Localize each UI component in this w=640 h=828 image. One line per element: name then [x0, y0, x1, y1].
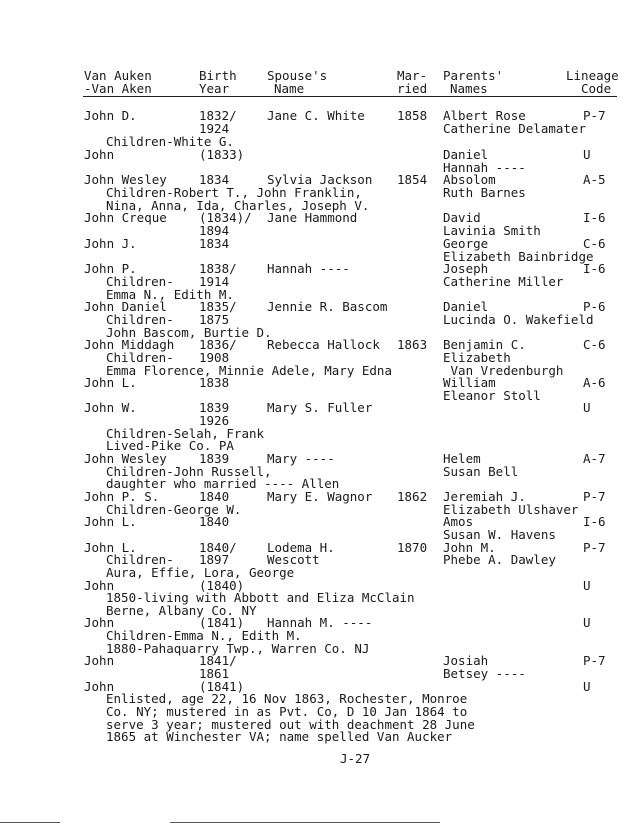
entry-birth-year: 1897: [199, 552, 230, 567]
entry-parents-names: Helem: [443, 451, 481, 466]
entry-lineage-code: U: [583, 615, 591, 630]
entry-note: 1880-Pahaquarry Twp., Warren Co. NJ: [106, 641, 370, 656]
entry-lineage-code: I-6: [583, 210, 606, 225]
entry-parents-names: Eleanor Stoll: [443, 388, 541, 403]
entry-birth-year: 1841/: [199, 653, 237, 668]
entry-parents-names: Catherine Delamater: [443, 121, 586, 136]
entry-married-year: 1854: [397, 172, 428, 187]
entry-name: John L.: [84, 514, 137, 529]
entry-parents-names: Lucinda O. Wakefield: [443, 312, 594, 327]
entry-spouse-name: Wescott: [267, 552, 320, 567]
entry-parents-names: Susan W. Havens: [443, 527, 556, 542]
entry-spouse-name: Jennie R. Bascom: [267, 299, 388, 314]
entry-note: serve 3 year; mustered out with deachment 28 June: [106, 717, 475, 732]
entry-parents-names: John M.: [443, 540, 496, 555]
entry-spouse-name: Mary ----: [267, 451, 335, 466]
header-parents-2: Names: [450, 81, 488, 96]
header-name-2: -Van Aken: [84, 81, 152, 96]
entry-note: Children-George W.: [106, 502, 242, 517]
entry-spouse-name: Lodema H.: [267, 540, 335, 555]
entry-children-label: Children-: [106, 552, 174, 567]
entry-birth-year: (1840): [199, 578, 245, 593]
entry-name: John: [84, 578, 115, 593]
header-birth-1: Birth: [199, 68, 237, 83]
entry-name: John Wesley: [84, 451, 167, 466]
entry-birth-year: 1914: [199, 274, 230, 289]
entry-lineage-code: I-6: [583, 261, 606, 276]
entry-note: 1850-living with Abbott and Eliza McClain: [106, 590, 415, 605]
entry-parents-names: Phebe A. Dawley: [443, 552, 556, 567]
entry-lineage-code: C-6: [583, 236, 606, 251]
entry-note: John Bascom, Burtie D.: [106, 325, 272, 340]
entry-name: John D.: [84, 108, 137, 123]
entry-name: John: [84, 653, 115, 668]
footer-rule-right: [170, 822, 440, 823]
entry-name: John L.: [84, 375, 137, 390]
entry-parents-names: Elizabeth Ulshaver: [443, 502, 579, 517]
entry-spouse-name: Jane Hammond: [267, 210, 358, 225]
header-birth-2: Year: [199, 81, 230, 96]
entry-birth-year: 1924: [199, 121, 230, 136]
entry-note: Children-John Russell,: [106, 464, 272, 479]
entry-parents-names: Elizabeth: [443, 350, 511, 365]
header-parents-1: Parents': [443, 68, 504, 83]
entry-birth-year: 1839: [199, 451, 230, 466]
entry-lineage-code: P-7: [583, 540, 606, 555]
entry-lineage-code: A-6: [583, 375, 606, 390]
entry-name: John L.: [84, 540, 137, 555]
entry-birth-year: 1840: [199, 489, 230, 504]
entry-birth-year: (1841): [199, 679, 245, 694]
header-rule: [83, 96, 617, 97]
entry-birth-year: 1834: [199, 172, 230, 187]
entry-birth-year: 1861: [199, 666, 230, 681]
entry-married-year: 1862: [397, 489, 428, 504]
entry-children-label: Children-: [106, 274, 174, 289]
entry-birth-year: (1833): [199, 147, 245, 162]
entry-children-label: Children-: [106, 350, 174, 365]
entry-parents-names: Elizabeth Bainbridge: [443, 249, 594, 264]
entry-birth-year: 1894: [199, 223, 230, 238]
entry-parents-names: Lavinia Smith: [443, 223, 541, 238]
entry-parents-names: Daniel: [443, 299, 489, 314]
entry-spouse-name: Jane C. White: [267, 108, 365, 123]
entry-birth-year: 1875: [199, 312, 230, 327]
entry-parents-names: Hannah ----: [443, 160, 526, 175]
entry-lineage-code: P-7: [583, 489, 606, 504]
entry-name: John P.: [84, 261, 137, 276]
entry-birth-year: 1926: [199, 413, 230, 428]
entry-note: Berne, Albany Co. NY: [106, 603, 257, 618]
entry-spouse-name: Sylvia Jackson: [267, 172, 373, 187]
entry-lineage-code: U: [583, 578, 591, 593]
entry-note: daughter who married ---- Allen: [106, 476, 340, 491]
entry-married-year: 1870: [397, 540, 428, 555]
entry-lineage-code: P-6: [583, 299, 606, 314]
entry-parents-names: Susan Bell: [443, 464, 519, 479]
header-married-2: ried: [397, 81, 428, 96]
header-lineage-2: Code: [581, 81, 612, 96]
page-number: J-27: [340, 751, 371, 766]
entry-birth-year: 1836/: [199, 337, 237, 352]
entry-lineage-code: P-7: [583, 108, 606, 123]
entry-name: John P. S.: [84, 489, 160, 504]
entry-parents-names: Absolom: [443, 172, 496, 187]
entry-note: Co. NY; mustered in as Pvt. Co, D 10 Jan 1864 to: [106, 704, 468, 719]
entry-note: 1865 at Winchester VA; name spelled Van Aucker: [106, 729, 453, 744]
entry-birth-year: 1840/: [199, 540, 237, 555]
entry-children-label: Children-: [106, 312, 174, 327]
header-name-1: Van Auken: [84, 68, 152, 83]
entry-birth-year: 1908: [199, 350, 230, 365]
entry-name: John: [84, 679, 115, 694]
entry-birth-year: 1834: [199, 236, 230, 251]
entry-name: John J.: [84, 236, 137, 251]
entry-note: Enlisted, age 22, 16 Nov 1863, Rochester, Monroe: [106, 691, 468, 706]
entry-lineage-code: P-7: [583, 653, 606, 668]
entry-lineage-code: U: [583, 679, 591, 694]
entry-spouse-name: Rebecca Hallock: [267, 337, 380, 352]
entry-lineage-code: C-6: [583, 337, 606, 352]
entry-parents-names: George: [443, 236, 489, 251]
entry-parents-names: Joseph: [443, 261, 489, 276]
entry-married-year: 1858: [397, 108, 428, 123]
entry-spouse-name: Mary E. Wagnor: [267, 489, 373, 504]
entry-parents-names: Albert Rose: [443, 108, 526, 123]
entry-birth-year: 1838: [199, 375, 230, 390]
entry-spouse-name: Hannah ----: [267, 261, 350, 276]
entry-name: John Creque: [84, 210, 167, 225]
entry-parents-names: William: [443, 375, 496, 390]
entry-name: John Daniel: [84, 299, 167, 314]
entry-note: Emma N., Edith M.: [106, 287, 234, 302]
entry-parents-names: Catherine Miller: [443, 274, 564, 289]
entry-spouse-name: Hannah M. ----: [267, 615, 373, 630]
entry-note: Aura, Effie, Lora, George: [106, 565, 295, 580]
entry-spouse-name: Mary S. Fuller: [267, 400, 373, 415]
entry-name: John Middagh: [84, 337, 175, 352]
header-spouse-2: Name: [274, 81, 305, 96]
header-married-1: Mar-: [397, 68, 428, 83]
footer-rule-left: [0, 822, 60, 823]
entry-parents-names: David: [443, 210, 481, 225]
entry-birth-year: 1838/: [199, 261, 237, 276]
entry-parents-names: Betsey ----: [443, 666, 526, 681]
entry-birth-year: (1841): [199, 615, 245, 630]
entry-note: Emma Florence, Minnie Adele, Mary Edna: [106, 363, 392, 378]
entry-birth-year: (1834)/: [199, 210, 252, 225]
entry-note: Children-Robert T., John Franklin,: [106, 185, 362, 200]
entry-married-year: 1863: [397, 337, 428, 352]
entry-parents-names: Daniel: [443, 147, 489, 162]
entry-note: Children-Selah, Frank: [106, 426, 265, 441]
entry-parents-names: Josiah: [443, 653, 489, 668]
entry-birth-year: 1840: [199, 514, 230, 529]
entry-note: Lived-Pike Co. PA: [106, 438, 234, 453]
entry-lineage-code: U: [583, 400, 591, 415]
entry-birth-year: 1839: [199, 400, 230, 415]
entry-parents-names: Jeremiah J.: [443, 489, 526, 504]
entry-note: Children-Emma N., Edith M.: [106, 628, 302, 643]
entry-lineage-code: A-7: [583, 451, 606, 466]
entry-parents-names: Amos: [443, 514, 474, 529]
entry-birth-year: 1832/: [199, 108, 237, 123]
entry-lineage-code: I-6: [583, 514, 606, 529]
entry-name: John: [84, 147, 115, 162]
entry-note: Nina, Anna, Ida, Charles, Joseph V.: [106, 198, 370, 213]
entry-name: John: [84, 615, 115, 630]
entry-name: John Wesley: [84, 172, 167, 187]
entry-name: John W.: [84, 400, 137, 415]
entry-parents-names: Ruth Barnes: [443, 185, 526, 200]
entry-parents-names: Van Vredenburgh: [443, 363, 564, 378]
header-lineage-1: Lineage: [566, 68, 619, 83]
entry-birth-year: 1835/: [199, 299, 237, 314]
entry-lineage-code: U: [583, 147, 591, 162]
entry-lineage-code: A-5: [583, 172, 606, 187]
entry-note: Children-White G.: [106, 134, 234, 149]
entry-parents-names: Benjamin C.: [443, 337, 526, 352]
header-spouse-1: Spouse's: [267, 68, 328, 83]
